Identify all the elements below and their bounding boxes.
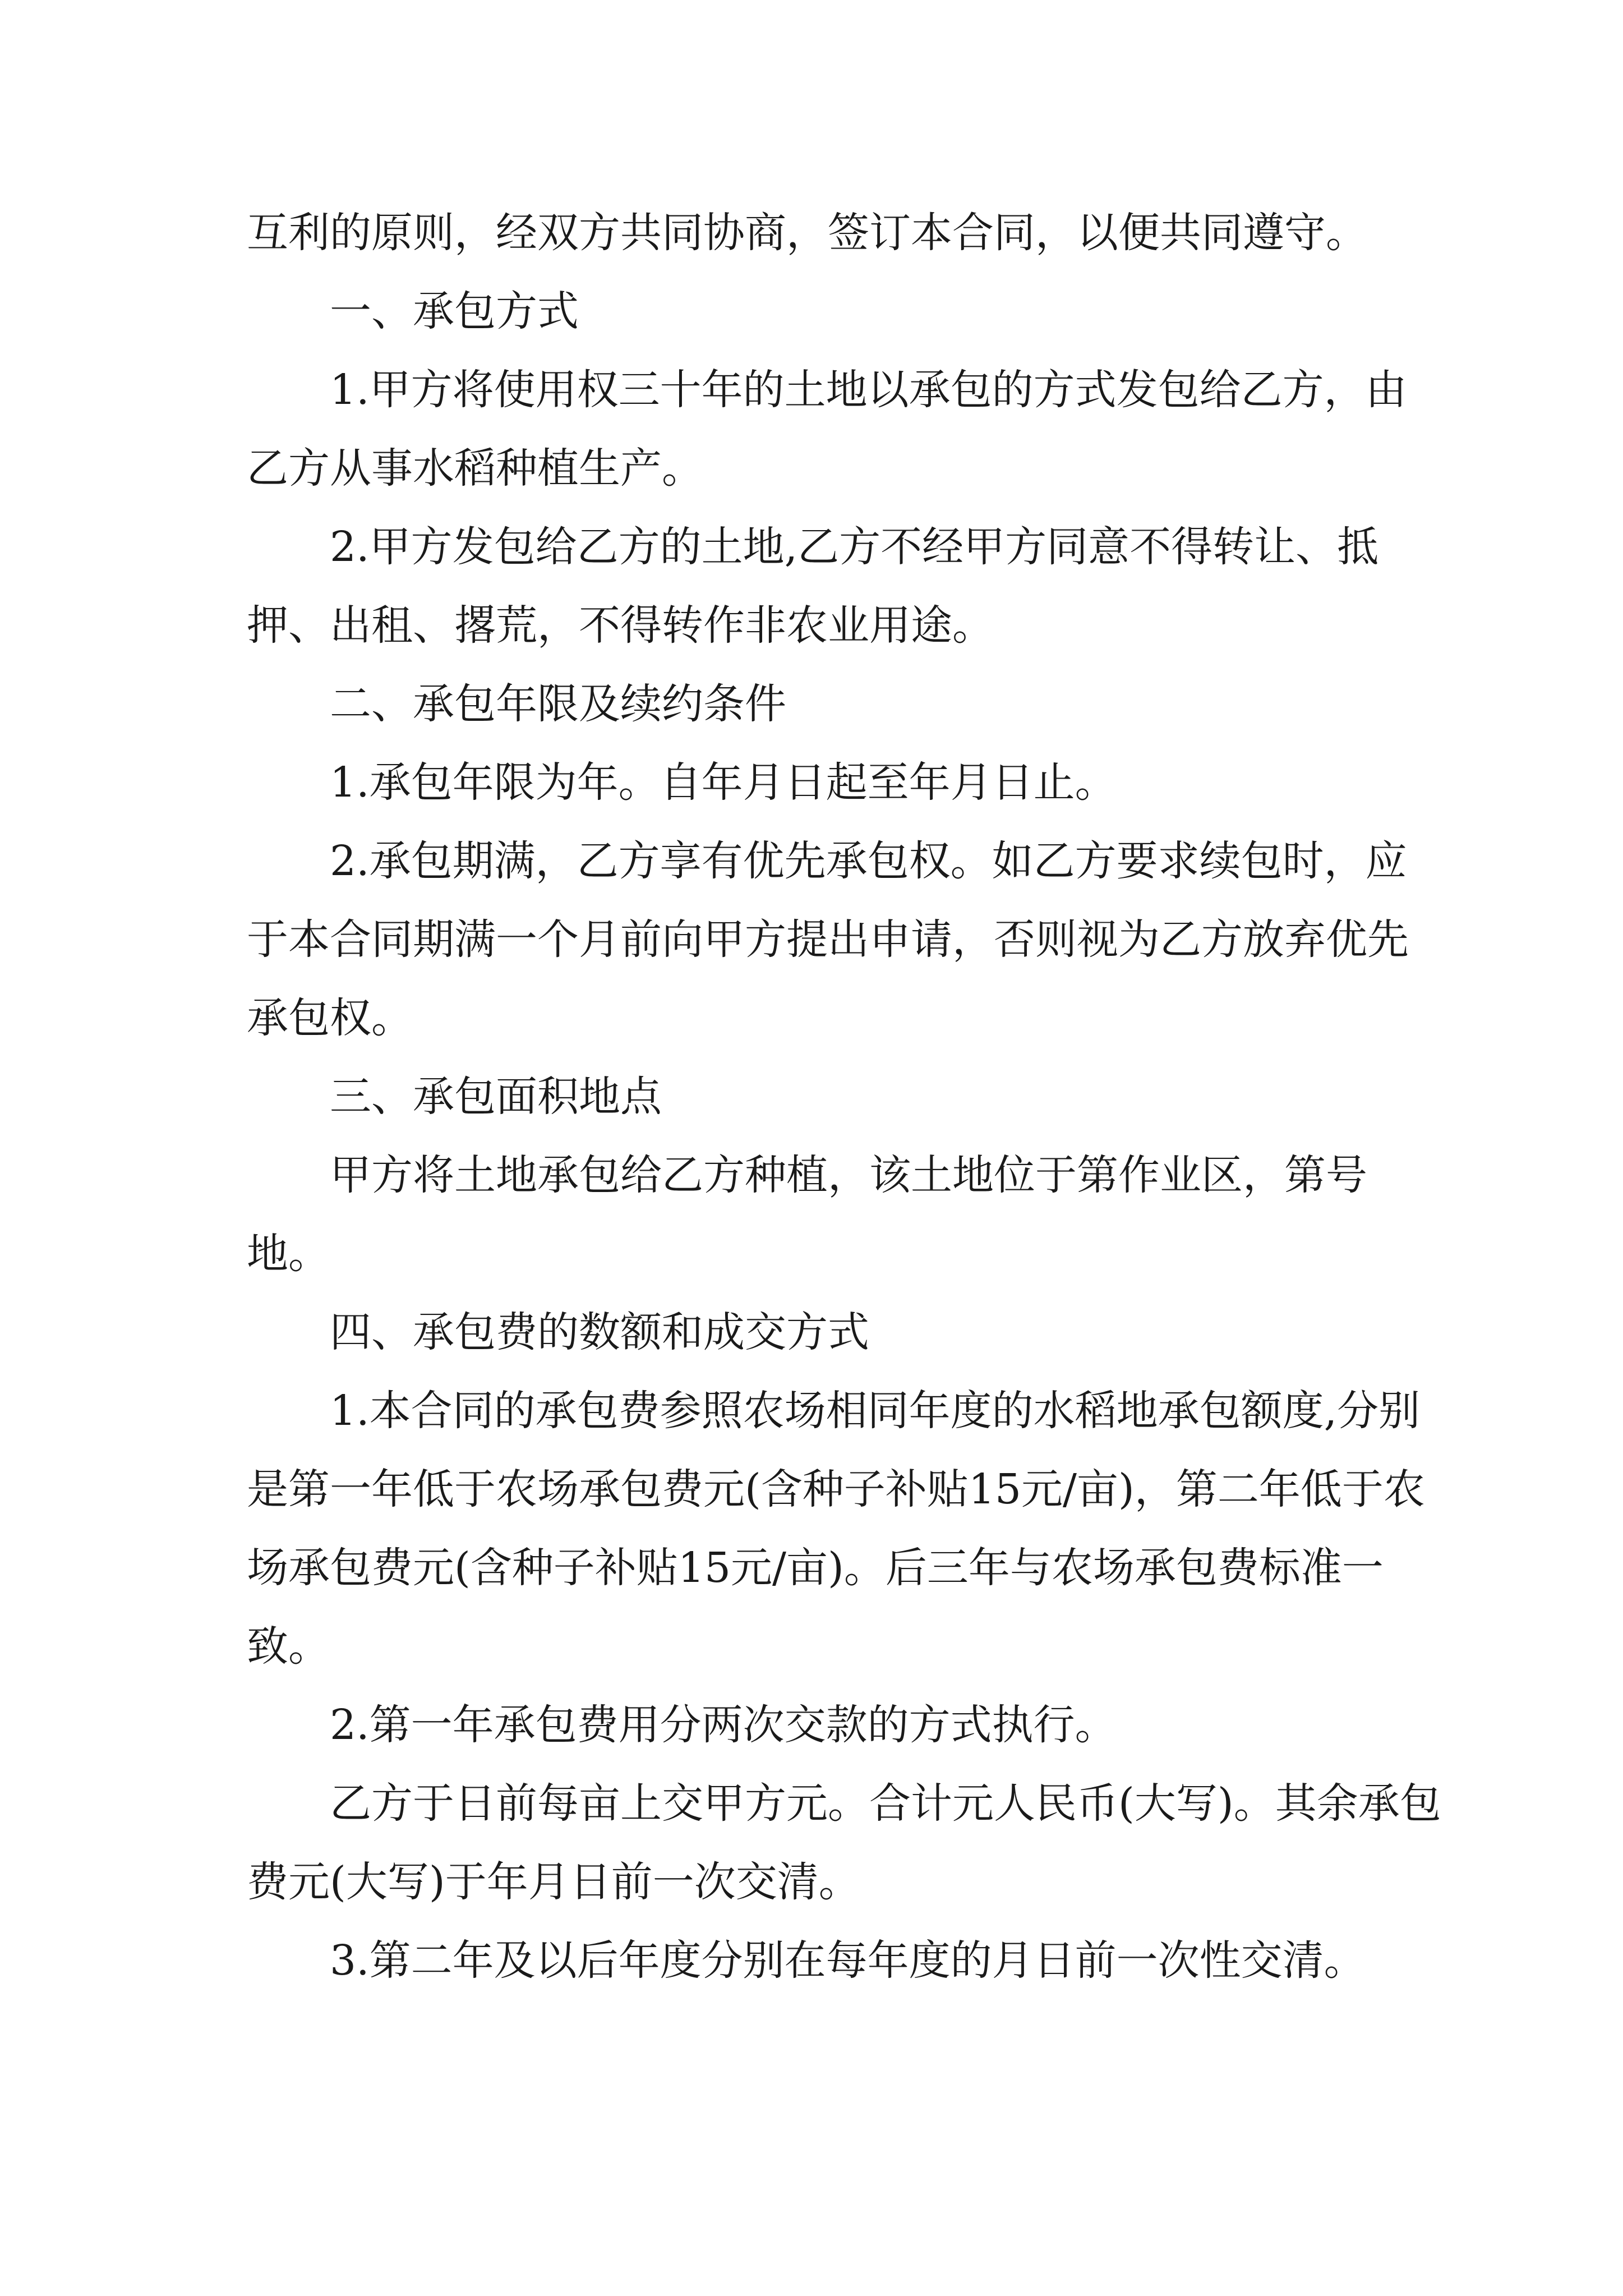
clause-3-1: 甲方将土地承包给乙方种植，该土地位于第作业区，第号地。 [247, 1151, 1367, 1278]
heading-section-3: 三、承包面积地点 [330, 1073, 662, 1121]
clause-4-3: 3.第二年及以后年度分别在每年度的月日前一次性交清。 [330, 1936, 1366, 1985]
clause-4-2-detail: 乙方于日前每亩上交甲方元。合计元人民币(大写)。其余承包费元(大写)于年月日前一次交清。 [247, 1779, 1441, 1906]
contract-body [247, 194, 1441, 2000]
clause-4-1: 1.本合同的承包费参照农场相同年度的水稻地承包额度,分别是第一年低于农场承包费元(含种子补贴15元/亩)，第二年低于农场承包费元(含种子补贴15元/亩)。后三年与农场承包费标准一致。 [247, 1387, 1425, 1671]
heading-section-1: 一、承包方式 [330, 287, 579, 335]
clause-2-2: 2.承包期满，乙方享有优先承包权。如乙方要求续包时，应于本合同期满一个月前向甲方提出申请，否则视为乙方放弃优先承包权。 [247, 837, 1409, 1042]
clause-1-2: 2.甲方发包给乙方的土地,乙方不经甲方同意不得转让、抵押、出租、撂荒，不得转作非农业用途。 [247, 523, 1379, 650]
heading-section-2: 二、承包年限及续约条件 [330, 680, 786, 728]
clause-1-1: 1.甲方将使用权三十年的土地以承包的方式发包给乙方，由乙方从事水稻种植生产。 [247, 366, 1407, 493]
paragraph-intro: 互利的原则，经双方共同协商，签订本合同，以便共同遵守。 [247, 209, 1367, 257]
clause-2-1: 1.承包年限为年。自年月日起至年月日止。 [330, 758, 1117, 807]
heading-section-4: 四、承包费的数额和成交方式 [330, 1308, 869, 1356]
clause-4-2: 2.第一年承包费用分两次交款的方式执行。 [330, 1701, 1117, 1749]
